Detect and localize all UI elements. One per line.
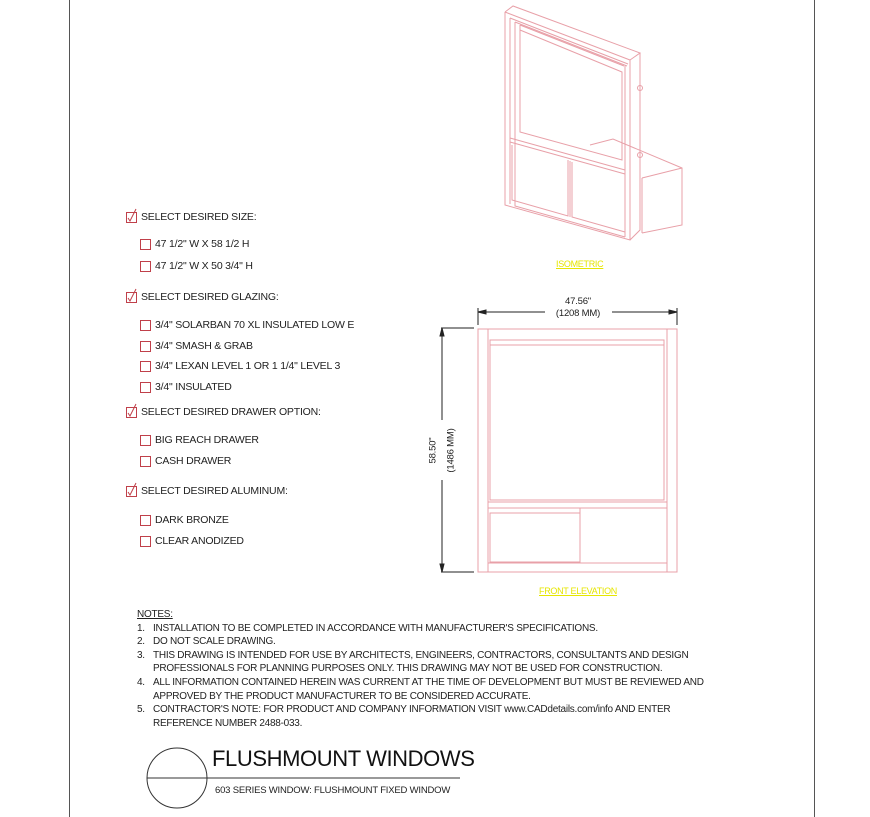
note-text: APPROVED BY THE PRODUCT MANUFACTURER TO BE CONSIDERED ACCURATE. — [153, 690, 531, 702]
note-number: 3. — [137, 649, 145, 661]
height-dimension-mm: (1486 MM) — [445, 428, 457, 473]
note-item-continued — [137, 662, 737, 676]
section-heading-label: SELECT DESIRED DRAWER OPTION: — [141, 406, 321, 418]
note-text: PROFESSIONALS FOR PLANNING PURPOSES ONLY. THIS DRAWING MAY NOT BE USED FOR CONSTRUCTION. — [153, 663, 663, 675]
note-text: REFERENCE NUMBER 2488-033. — [153, 717, 303, 729]
section-heading-label: SELECT DESIRED GLAZING: — [141, 291, 279, 303]
note-item-continued — [137, 717, 737, 731]
note-text: THIS DRAWING IS INTENDED FOR USE BY ARCHITECTS, ENGINEERS, CONTRACTORS, CONSULTANTS AND DESIGN — [153, 649, 689, 661]
note-number: 4. — [137, 676, 145, 688]
front-elevation-label: FRONT ELEVATION — [539, 586, 618, 596]
note-item — [137, 676, 737, 690]
note-item — [137, 649, 737, 663]
option-label: 3/4" SOLARBAN 70 XL INSULATED LOW E — [155, 319, 355, 331]
height-dimension-inches: 58.50" — [427, 437, 439, 464]
option-label: BIG REACH DRAWER — [155, 434, 259, 446]
drawing-subtitle: 603 SERIES WINDOW: FLUSHMOUNT FIXED WINDOW — [215, 785, 451, 796]
note-text: ALL INFORMATION CONTAINED HEREIN WAS CURRENT AT THE TIME OF DEVELOPMENT BUT MUST BE REVIEWED AND — [153, 676, 704, 688]
note-text: DO NOT SCALE DRAWING. — [153, 636, 276, 648]
note-item — [137, 635, 737, 649]
note-number: 2. — [137, 636, 145, 648]
option-label: DARK BRONZE — [155, 514, 229, 526]
option-label: 3/4" SMASH & GRAB — [155, 340, 253, 352]
section-heading-label: SELECT DESIRED SIZE: — [141, 211, 257, 223]
width-dimension-mm: (1208 MM) — [555, 308, 601, 319]
note-number: 5. — [137, 704, 145, 716]
notes-title: NOTES: — [137, 609, 173, 620]
option-label: CASH DRAWER — [155, 455, 232, 467]
option-label: 47 1/2" W X 50 3/4" H — [155, 260, 253, 272]
note-item — [137, 622, 737, 636]
note-number: 1. — [137, 622, 145, 634]
width-dimension-inches: 47.56" — [565, 296, 591, 307]
option-label: 3/4" LEXAN LEVEL 1 OR 1 1/4" LEVEL 3 — [155, 360, 341, 372]
notes-block — [137, 608, 737, 730]
isometric-label: ISOMETRIC — [556, 259, 604, 269]
note-item — [137, 703, 737, 717]
note-text: INSTALLATION TO BE COMPLETED IN ACCORDANCE WITH MANUFACTURER'S SPECIFICATIONS. — [153, 622, 598, 634]
note-text: CONTRACTOR'S NOTE: FOR PRODUCT AND COMPANY INFORMATION VISIT www.CADdetails.com/info AND ENTER — [153, 704, 671, 716]
option-label: 47 1/2" W X 58 1/2 H — [155, 238, 250, 250]
option-label: CLEAR ANODIZED — [155, 535, 244, 547]
note-item-continued — [137, 690, 737, 704]
option-label: 3/4" INSULATED — [155, 381, 232, 393]
section-heading-label: SELECT DESIRED ALUMINUM: — [141, 485, 288, 497]
drawing-title: FLUSHMOUNT WINDOWS — [212, 746, 475, 771]
